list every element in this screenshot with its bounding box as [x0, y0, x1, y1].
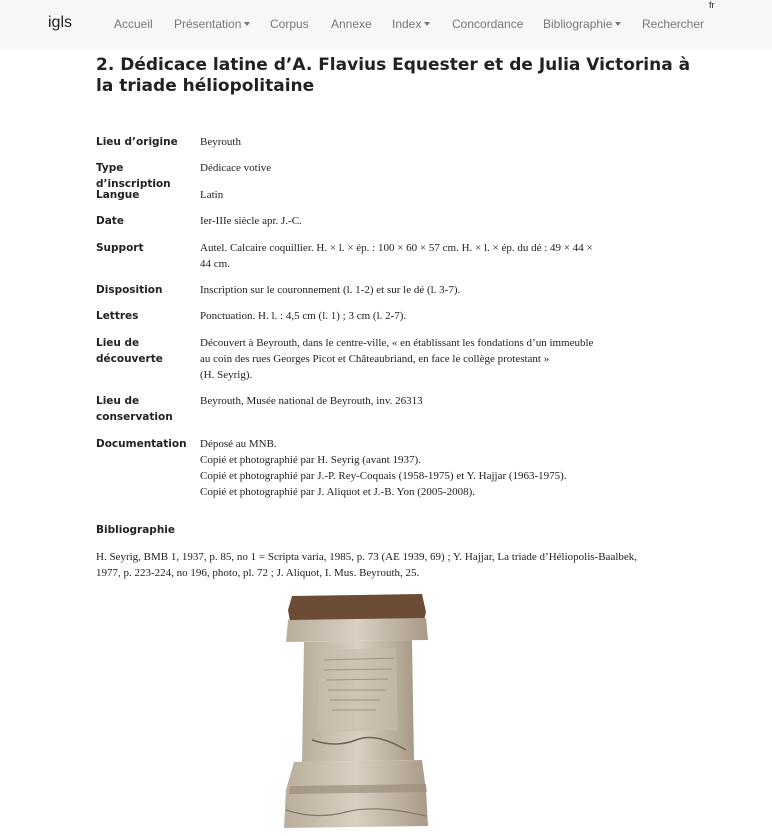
value-line: Déposé au MNB.: [200, 438, 277, 450]
field-value-documentation: [200, 436, 670, 500]
nav-item-presentation[interactable]: [174, 17, 250, 31]
nav-item-rechercher[interactable]: [642, 17, 704, 31]
field-label-lettres: Lettres: [96, 310, 139, 322]
bibliography-heading: Bibliographie: [96, 524, 176, 536]
page-title: 2. Dédicace latine d’A. Flavius Equester et de Julia Victorina à la triade héliopolitaine: [96, 55, 691, 96]
value-line: Copié et photographié par J. Aliquot et J.-B. Yon (2005-2008).: [200, 486, 475, 498]
value-line: Latin: [200, 189, 224, 201]
field-value-lieu-decouverte: [200, 335, 670, 383]
nav-label: Présentation: [174, 17, 242, 31]
value-line: (H. Seyrig).: [200, 369, 253, 381]
field-label-support: Support: [96, 242, 144, 254]
field-value-type-inscription: [200, 160, 670, 176]
field-value-lieu-conservation: [200, 393, 670, 409]
nav-item-annexe[interactable]: [331, 17, 372, 31]
nav-item-concordance[interactable]: [452, 17, 523, 31]
value-line: Découvert à Beyrouth, dans le centre-ville, « en établissant les fondations d’un immeuble: [200, 337, 594, 349]
nav-item-corpus[interactable]: [270, 17, 309, 31]
nav-item-index[interactable]: [392, 17, 430, 31]
field-value-support: [200, 240, 670, 272]
field-label-disposition: Disposition: [96, 284, 163, 296]
field-value-date: [200, 213, 670, 229]
top-navbar: [0, 0, 772, 50]
value-line: Autel. Calcaire coquillier. H. × l. × ép. : 100 × 60 × 57 cm. H. × l. × ép. du dé : 49 × 44 ×: [200, 242, 593, 254]
nav-item-accueil[interactable]: [114, 17, 153, 31]
value-line: Dédicace votive: [200, 162, 272, 174]
field-label-langue: Langue: [96, 189, 140, 201]
altar-photo[interactable]: [276, 590, 436, 834]
bibliography-text: H. Seyrig, BMB 1, 1937, p. 85, no 1 = Scripta varia, 1985, p. 73 (AE 1939, 69) ; Y. Hajjar, La triade d’Héliopolis-Baalbek, 1977, p. 223-224, no 196, photo, pl. 72 ; J. Aliquot, I. Mus. Beyrouth, 25.: [96, 551, 638, 579]
nav-label: Accueil: [114, 17, 153, 31]
field-label-lieu-decouverte: Lieu de découverte: [96, 337, 163, 365]
value-line: Ponctuation. H. l. : 4,5 cm (l. 1) ; 3 cm (l. 2-7).: [200, 310, 407, 322]
value-line: Inscription sur le couronnement (l. 1-2) et sur le dé (l. 3-7).: [200, 284, 461, 296]
caret-down-icon: [424, 22, 430, 26]
field-value-lieu-origine: [200, 134, 670, 150]
value-line: 44 cm.: [200, 258, 230, 270]
value-line: Copié et photographié par J.-P. Rey-Coquais (1958-1975) et Y. Hajjar (1963-1975).: [200, 470, 567, 482]
field-label-type-inscription: Type d’inscription: [96, 162, 171, 190]
field-label-lieu-origine: Lieu d’origine: [96, 136, 178, 148]
nav-label: Index: [392, 17, 422, 31]
language-switch[interactable]: fr: [709, 0, 715, 10]
nav-label: Concordance: [452, 17, 524, 31]
value-line: Ier-IIIe siècle apr. J.-C.: [200, 215, 302, 227]
field-label-date: Date: [96, 215, 124, 227]
nav-label: Corpus: [270, 17, 309, 31]
field-label-lieu-conservation: Lieu de conservation: [96, 395, 173, 423]
field-value-langue: [200, 187, 670, 203]
value-line: au coin des rues Georges Picot et Châteaubriand, en face le collège protestant »: [200, 353, 550, 365]
nav-label: Rechercher: [642, 17, 705, 31]
nav-item-bibliographie[interactable]: [543, 17, 621, 31]
value-line: Beyrouth: [200, 136, 241, 148]
field-value-lettres: [200, 308, 670, 324]
field-value-disposition: [200, 282, 670, 298]
caret-down-icon: [244, 22, 250, 26]
brand-logo[interactable]: igls: [48, 14, 73, 31]
value-line: Beyrouth, Musée national de Beyrouth, inv. 26313: [200, 395, 423, 407]
caret-down-icon: [615, 22, 621, 26]
nav-label: Bibliographie: [543, 17, 613, 31]
nav-label: Annexe: [331, 17, 372, 31]
field-label-documentation: Documentation: [96, 438, 187, 450]
value-line: Copié et photographié par H. Seyrig (avant 1937).: [200, 454, 421, 466]
